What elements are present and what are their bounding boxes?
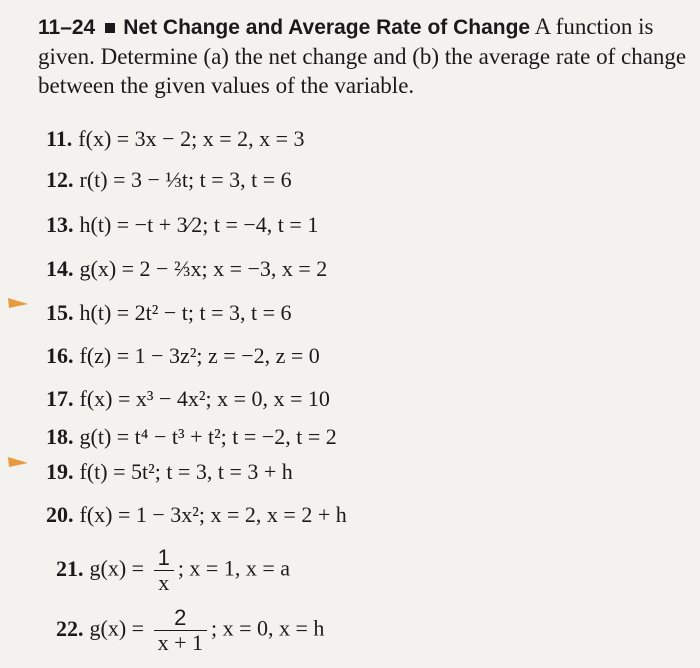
problem-18 [46, 424, 337, 450]
square-bullet-icon [105, 23, 115, 33]
problem-19 [46, 459, 293, 485]
problem-rest: ; x = 1, x = a [177, 555, 291, 581]
section-number: 11–24 [38, 16, 96, 39]
problem-number: 20. [46, 502, 74, 527]
problem-expression: f(x) = 1 − 3x²; x = 2, x = 2 + h [79, 502, 347, 527]
fraction-denominator: x + 1 [157, 630, 203, 655]
fraction [154, 546, 174, 595]
problem-number: 16. [46, 343, 74, 368]
problem-22 [56, 606, 324, 655]
problem-number: 17. [46, 386, 74, 411]
problem-lhs: g(x) = [89, 615, 145, 641]
problem-expression: h(t) = 2t² − t; t = 3, t = 6 [79, 300, 292, 325]
problem-number: 15. [46, 300, 74, 325]
fraction-numerator: 1 [154, 546, 174, 571]
problem-expression: f(z) = 1 − 3z²; z = −2, z = 0 [79, 343, 320, 368]
section-title: Net Change and Average Rate of Change [123, 16, 531, 39]
problem-expression: h(t) = −t + 3⁄2; t = −4, t = 1 [79, 212, 319, 237]
instructions-text: A function is given. Determine (a) the net change and (b) the average rate of change between the given values of the variable. [38, 14, 687, 98]
problem-20 [46, 502, 347, 528]
problem-number: 14. [46, 256, 74, 281]
fraction [154, 606, 207, 655]
section-header [38, 12, 688, 100]
problem-expression: r(t) = 3 − ⅓t; t = 3, t = 6 [79, 167, 292, 192]
highlight-marker-icon [6, 296, 34, 310]
problem-lhs: g(x) = [89, 555, 145, 581]
problem-16 [46, 343, 320, 369]
highlight-marker-icon [6, 455, 34, 469]
problem-12 [46, 167, 292, 193]
problem-number: 12. [46, 167, 74, 192]
problem-number: 22. [56, 615, 84, 641]
problem-expression: f(x) = x³ − 4x²; x = 0, x = 10 [79, 386, 330, 411]
problem-expression: f(x) = 3x − 2; x = 2, x = 3 [78, 126, 305, 151]
problem-number: 18. [46, 424, 74, 449]
fraction-denominator: x [158, 570, 170, 595]
problem-14 [46, 256, 327, 282]
problem-number: 21. [56, 555, 84, 581]
problem-expression: g(t) = t⁴ − t³ + t²; t = −2, t = 2 [79, 424, 337, 449]
problem-17 [46, 386, 330, 412]
problem-number: 19. [46, 459, 74, 484]
fraction-numerator: 2 [154, 606, 207, 631]
problem-expression: f(t) = 5t²; t = 3, t = 3 + h [79, 459, 293, 484]
problem-13 [46, 212, 318, 238]
problem-expression: g(x) = 2 − ⅔x; x = −3, x = 2 [79, 256, 328, 281]
problem-number: 11. [46, 126, 73, 151]
problem-15 [46, 300, 292, 326]
problem-21 [56, 546, 290, 595]
problem-rest: ; x = 0, x = h [210, 615, 325, 641]
problem-11 [46, 126, 305, 152]
problem-number: 13. [46, 212, 74, 237]
